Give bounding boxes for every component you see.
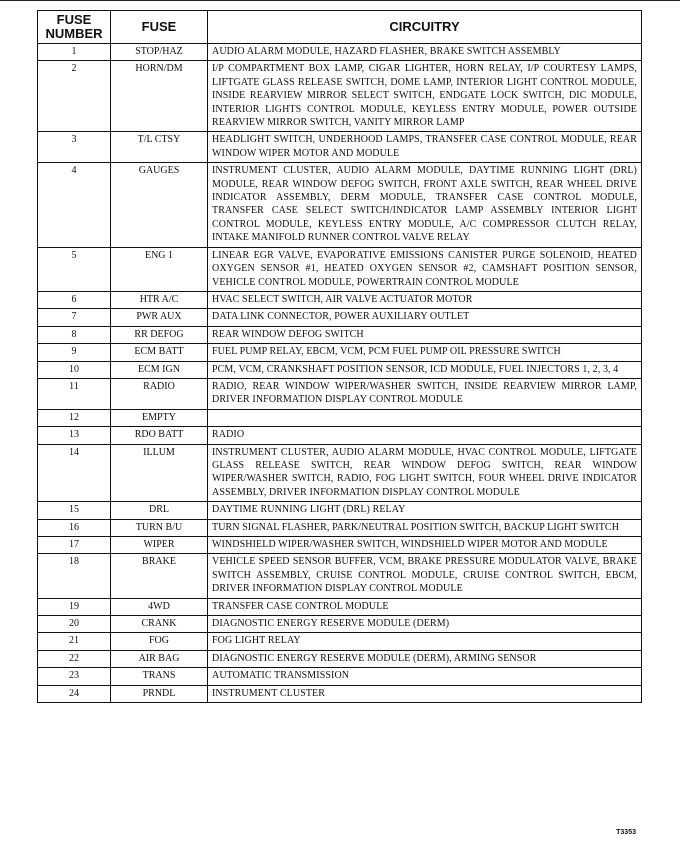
fuse-name-cell: ENG 1 xyxy=(111,247,208,291)
fuse-number-cell: 7 xyxy=(38,309,111,326)
header-fuse-number: FUSE NUMBER xyxy=(38,11,111,44)
fuse-name-cell: ILLUM xyxy=(111,444,208,502)
table-row xyxy=(38,502,642,519)
table-row xyxy=(38,61,642,132)
header-circuitry: CIRCUITRY xyxy=(208,11,642,44)
fuse-number-cell: 2 xyxy=(38,61,111,132)
circuitry-cell: INSTRUMENT CLUSTER, AUDIO ALARM MODULE, HVAC CONTROL MODULE, LIFTGATE GLASS RELEASE SWITCH, REAR WINDOW DEFOG SWITCH, REAR WINDOW WIPER/WASHER SWITCH, RADIO, FOG LIGHT SWITCH, FOUR WHEEL DRIVE INDICATOR ASSEMBLY, DRIVER INFORMATION DISPLAY CONTROL MODULE xyxy=(208,444,642,502)
table-row xyxy=(38,519,642,536)
fuse-name-cell: TRANS xyxy=(111,668,208,685)
table-row xyxy=(38,409,642,426)
circuitry-cell: I/P COMPARTMENT BOX LAMP, CIGAR LIGHTER, HORN RELAY, I/P COURTESY LAMPS, LIFTGATE GLASS RELEASE SWITCH, DOME LAMP, INTERIOR LIGHT CONTROL MODULE, INSIDE REARVIEW MIRROR SELECT SWITCH, ENDGATE LOCK SWITCH, DIC MODULE, INTERIOR LIGHTS CONTROL MODULE, KEYLESS ENTRY MODULE, POWER OUTSIDE REARVIEW MIRROR SWITCH, VANITY MIRROR LAMP xyxy=(208,61,642,132)
fuse-number-cell: 22 xyxy=(38,650,111,667)
fuse-number-cell: 12 xyxy=(38,409,111,426)
fuse-name-cell: GAUGES xyxy=(111,163,208,247)
circuitry-cell: DAYTIME RUNNING LIGHT (DRL) RELAY xyxy=(208,502,642,519)
figure-code: T3353 xyxy=(616,829,636,836)
fuse-number-cell: 11 xyxy=(38,378,111,409)
table-row xyxy=(38,537,642,554)
fuse-name-cell: ECM IGN xyxy=(111,361,208,378)
fuse-number-cell: 4 xyxy=(38,163,111,247)
header-fuse: FUSE xyxy=(111,11,208,44)
fuse-number-cell: 15 xyxy=(38,502,111,519)
circuitry-cell: RADIO, REAR WINDOW WIPER/WASHER SWITCH, INSIDE REARVIEW MIRROR LAMP, DRIVER INFORMATION DISPLAY CONTROL MODULE xyxy=(208,378,642,409)
fuse-number-cell: 20 xyxy=(38,616,111,633)
fuse-name-cell: PRNDL xyxy=(111,685,208,702)
circuitry-cell: VEHICLE SPEED SENSOR BUFFER, VCM, BRAKE PRESSURE MODULATOR VALVE, BRAKE SWITCH ASSEMBLY, CRUISE CONTROL MODULE, CRUISE CONTROL SWITCH, EBCM, DRIVER INFORMATION DISPLAY CONTROL MODULE xyxy=(208,554,642,598)
table-row xyxy=(38,309,642,326)
circuitry-cell: HEADLIGHT SWITCH, UNDERHOOD LAMPS, TRANSFER CASE CONTROL MODULE, REAR WINDOW WIPER MOTOR AND MODULE xyxy=(208,132,642,163)
fuse-name-cell: DRL xyxy=(111,502,208,519)
fuse-name-cell: WIPER xyxy=(111,537,208,554)
circuitry-cell: DATA LINK CONNECTOR, POWER AUXILIARY OUTLET xyxy=(208,309,642,326)
table-row xyxy=(38,44,642,61)
circuitry-cell: HVAC SELECT SWITCH, AIR VALVE ACTUATOR MOTOR xyxy=(208,291,642,308)
fuse-number-cell: 18 xyxy=(38,554,111,598)
circuitry-cell: AUTOMATIC TRANSMISSION xyxy=(208,668,642,685)
table-row xyxy=(38,361,642,378)
table-row xyxy=(38,163,642,247)
fuse-number-cell: 24 xyxy=(38,685,111,702)
circuitry-cell: FUEL PUMP RELAY, EBCM, VCM, PCM FUEL PUMP OIL PRESSURE SWITCH xyxy=(208,344,642,361)
fuse-name-cell: PWR AUX xyxy=(111,309,208,326)
circuitry-cell: FOG LIGHT RELAY xyxy=(208,633,642,650)
table-row xyxy=(38,444,642,502)
fuse-number-cell: 5 xyxy=(38,247,111,291)
fuse-number-cell: 16 xyxy=(38,519,111,536)
fuse-number-cell: 21 xyxy=(38,633,111,650)
fuse-name-cell: CRANK xyxy=(111,616,208,633)
table-row xyxy=(38,344,642,361)
table-row xyxy=(38,378,642,409)
table-row xyxy=(38,247,642,291)
fuse-number-cell: 19 xyxy=(38,598,111,615)
fuse-number-cell: 6 xyxy=(38,291,111,308)
circuitry-cell: TURN SIGNAL FLASHER, PARK/NEUTRAL POSITION SWITCH, BACKUP LIGHT SWITCH xyxy=(208,519,642,536)
fuse-number-cell: 10 xyxy=(38,361,111,378)
fuse-name-cell: TURN B/U xyxy=(111,519,208,536)
fuse-name-cell: 4WD xyxy=(111,598,208,615)
fuse-number-cell: 23 xyxy=(38,668,111,685)
fuse-number-cell: 8 xyxy=(38,326,111,343)
table-row xyxy=(38,132,642,163)
fuse-number-cell: 17 xyxy=(38,537,111,554)
table-row xyxy=(38,326,642,343)
table-row xyxy=(38,668,642,685)
circuitry-cell: WINDSHIELD WIPER/WASHER SWITCH, WINDSHIELD WIPER MOTOR AND MODULE xyxy=(208,537,642,554)
circuitry-cell: LINEAR EGR VALVE, EVAPORATIVE EMISSIONS CANISTER PURGE SOLENOID, HEATED OXYGEN SENSOR #1, HEATED OXYGEN SENSOR #2, CAMSHAFT POSITION SENSOR, VEHICLE CONTROL MODULE, POWERTRAIN CONTROL MODULE xyxy=(208,247,642,291)
circuitry-cell: AUDIO ALARM MODULE, HAZARD FLASHER, BRAKE SWITCH ASSEMBLY xyxy=(208,44,642,61)
fuse-name-cell: AIR BAG xyxy=(111,650,208,667)
fuse-name-cell: STOP/HAZ xyxy=(111,44,208,61)
fuse-number-cell: 1 xyxy=(38,44,111,61)
table-row xyxy=(38,685,642,702)
fuse-number-cell: 13 xyxy=(38,427,111,444)
top-rule xyxy=(0,0,680,1)
circuitry-cell: INSTRUMENT CLUSTER, AUDIO ALARM MODULE, DAYTIME RUNNING LIGHT (DRL) MODULE, REAR WINDOW DEFOG SWITCH, FRONT AXLE SWITCH, REAR WHEEL DRIVE INDICATOR ASSEMBLY, DERM MODULE, TRANSFER CASE CONTROL MODULE, TRANSFER CASE SELECT SWITCH/INDICATOR LAMP ASSEMBLY INTERIOR LIGHT CONTROL MODULE, KEYLESS ENTRY MODULE, A/C COMPRESSOR CLUTCH RELAY, INTAKE MANIFOLD RUNNER CONTROL VALVE RELAY xyxy=(208,163,642,247)
fuse-name-cell: RR DEFOG xyxy=(111,326,208,343)
table-row xyxy=(38,633,642,650)
circuitry-cell: INSTRUMENT CLUSTER xyxy=(208,685,642,702)
circuitry-cell: DIAGNOSTIC ENERGY RESERVE MODULE (DERM), ARMING SENSOR xyxy=(208,650,642,667)
fuse-name-cell: BRAKE xyxy=(111,554,208,598)
fuse-name-cell: RADIO xyxy=(111,378,208,409)
fuse-table xyxy=(37,10,642,703)
circuitry-cell: PCM, VCM, CRANKSHAFT POSITION SENSOR, ICD MODULE, FUEL INJECTORS 1, 2, 3, 4 xyxy=(208,361,642,378)
header-row xyxy=(38,11,642,44)
fuse-number-cell: 9 xyxy=(38,344,111,361)
table-row xyxy=(38,598,642,615)
circuitry-cell: REAR WINDOW DEFOG SWITCH xyxy=(208,326,642,343)
fuse-name-cell: HORN/DM xyxy=(111,61,208,132)
fuse-number-cell: 3 xyxy=(38,132,111,163)
fuse-name-cell: FOG xyxy=(111,633,208,650)
fuse-name-cell: T/L CTSY xyxy=(111,132,208,163)
fuse-name-cell: EMPTY xyxy=(111,409,208,426)
table-row xyxy=(38,554,642,598)
fuse-name-cell: ECM BATT xyxy=(111,344,208,361)
fuse-name-cell: RDO BATT xyxy=(111,427,208,444)
fuse-number-cell: 14 xyxy=(38,444,111,502)
circuitry-cell: TRANSFER CASE CONTROL MODULE xyxy=(208,598,642,615)
circuitry-cell xyxy=(208,409,642,426)
table-row xyxy=(38,291,642,308)
table-row xyxy=(38,427,642,444)
circuitry-cell: RADIO xyxy=(208,427,642,444)
circuitry-cell: DIAGNOSTIC ENERGY RESERVE MODULE (DERM) xyxy=(208,616,642,633)
fuse-name-cell: HTR A/C xyxy=(111,291,208,308)
table-row xyxy=(38,650,642,667)
table-row xyxy=(38,616,642,633)
